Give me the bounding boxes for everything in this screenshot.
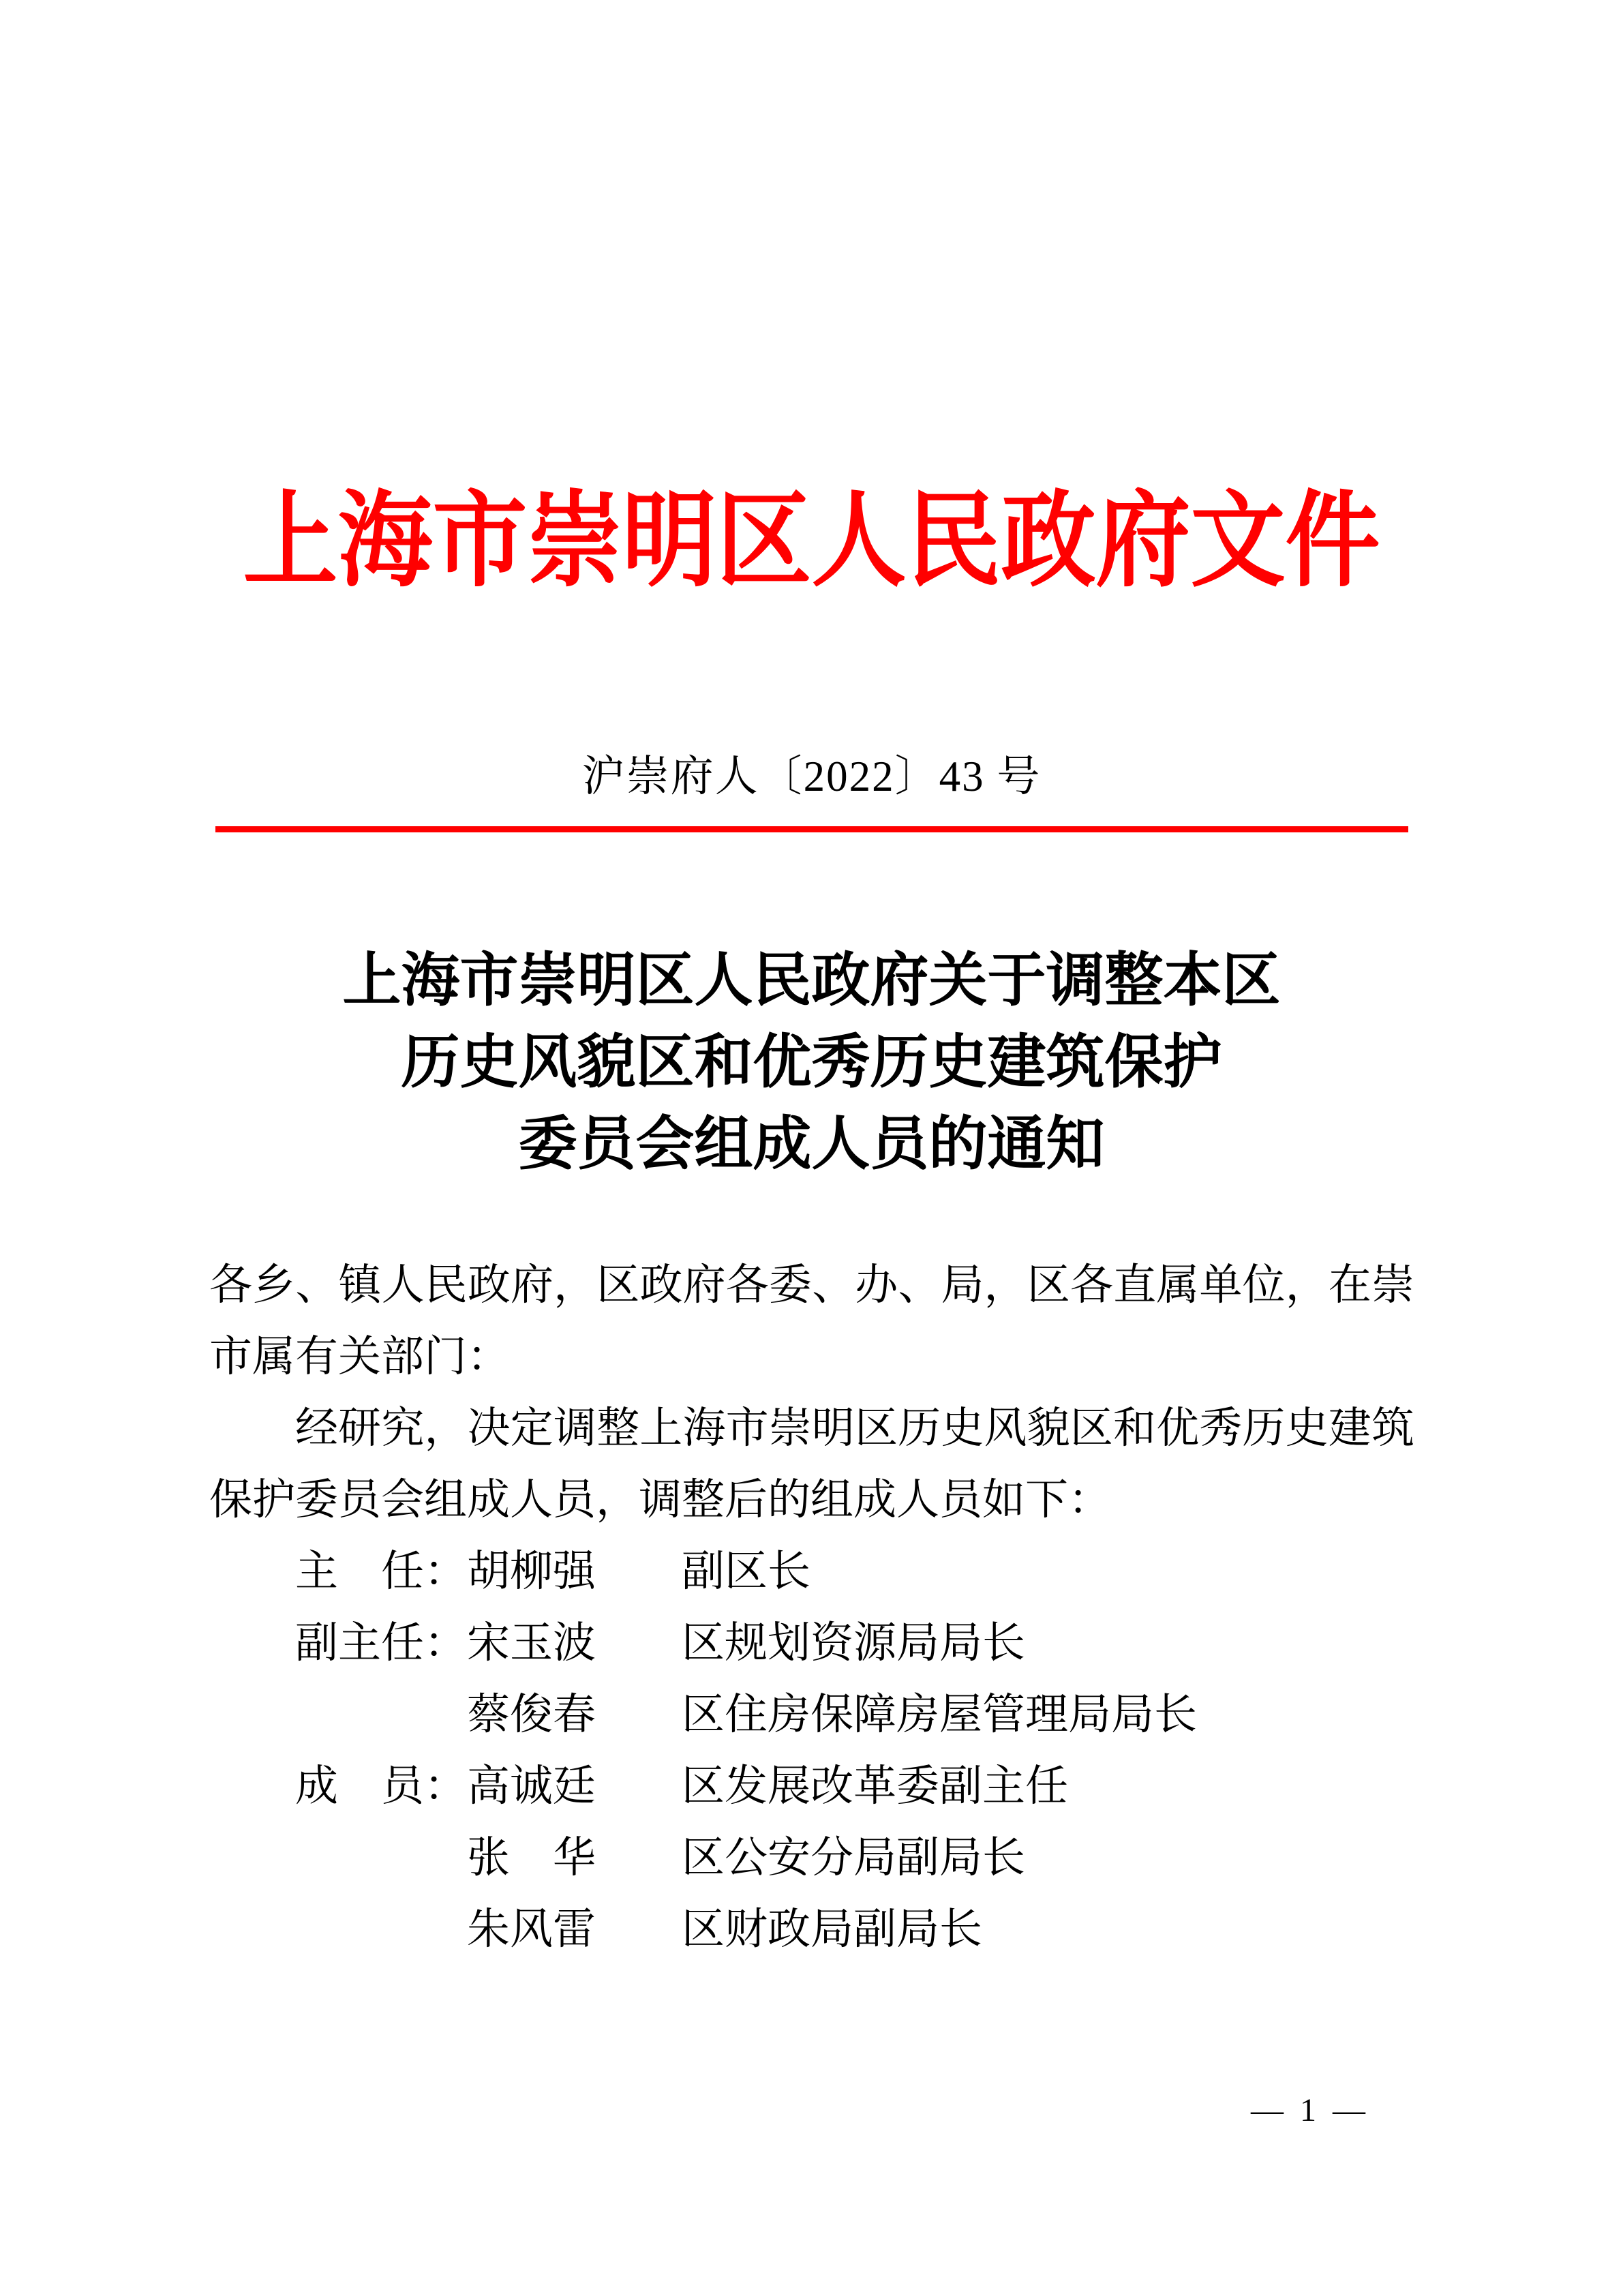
document-title bbox=[0, 939, 1623, 1185]
letterhead-title: 上海市崇明区人民政府文件 bbox=[243, 484, 1380, 600]
roster-name: 蔡俊春 bbox=[467, 1691, 596, 1738]
roster-row bbox=[209, 1822, 1414, 1894]
document-title-line-3: 委员会组成人员的通知 bbox=[518, 1111, 1105, 1177]
roster-label: 副主任： bbox=[295, 1619, 467, 1667]
salutation-paragraph: 各乡、镇人民政府，区政府各委、办、局，区各直属单位，在崇市属有关部门： bbox=[209, 1261, 1414, 1380]
red-separator-line bbox=[215, 826, 1408, 832]
document-title-line-1: 上海市崇明区人民政府关于调整本区 bbox=[342, 948, 1281, 1013]
intro-paragraph: 经研究，决定调整上海市崇明区历史风貌区和优秀历史建筑保护委员会组成人员，调整后的组成人员如下： bbox=[209, 1404, 1414, 1524]
document-title-line-2: 历史风貌区和优秀历史建筑保护 bbox=[401, 1029, 1222, 1095]
roster-name: 朱风雷 bbox=[467, 1905, 596, 1953]
roster-name: 宋玉波 bbox=[467, 1619, 596, 1667]
roster-title: 副区长 bbox=[682, 1547, 810, 1595]
roster-label: 主 任： bbox=[295, 1547, 467, 1595]
roster-title: 区规划资源局局长 bbox=[682, 1619, 1025, 1667]
roster-label bbox=[295, 1822, 467, 1894]
roster-title: 区发展改革委副主任 bbox=[682, 1762, 1068, 1810]
page-number: — 1 — bbox=[1251, 2092, 1369, 2128]
roster-label bbox=[295, 1894, 467, 1965]
roster-label: 成 员： bbox=[295, 1762, 467, 1810]
roster-name: 胡柳强 bbox=[467, 1547, 596, 1595]
document-body bbox=[209, 1250, 1414, 1965]
roster-row bbox=[209, 1607, 1414, 1679]
roster-name: 张 华 bbox=[467, 1834, 596, 1882]
roster-label bbox=[295, 1679, 467, 1751]
document-reference-number: 沪崇府人〔2022〕43 号 bbox=[581, 753, 1042, 800]
roster-name: 高诚廷 bbox=[467, 1762, 596, 1810]
roster-row bbox=[209, 1536, 1414, 1607]
roster-title: 区住房保障房屋管理局局长 bbox=[682, 1691, 1197, 1738]
roster-title: 区财政局副局长 bbox=[682, 1905, 982, 1953]
roster-row bbox=[209, 1751, 1414, 1822]
roster-row bbox=[209, 1679, 1414, 1751]
roster-row bbox=[209, 1894, 1414, 1965]
roster-title: 区公安分局副局长 bbox=[682, 1834, 1025, 1882]
